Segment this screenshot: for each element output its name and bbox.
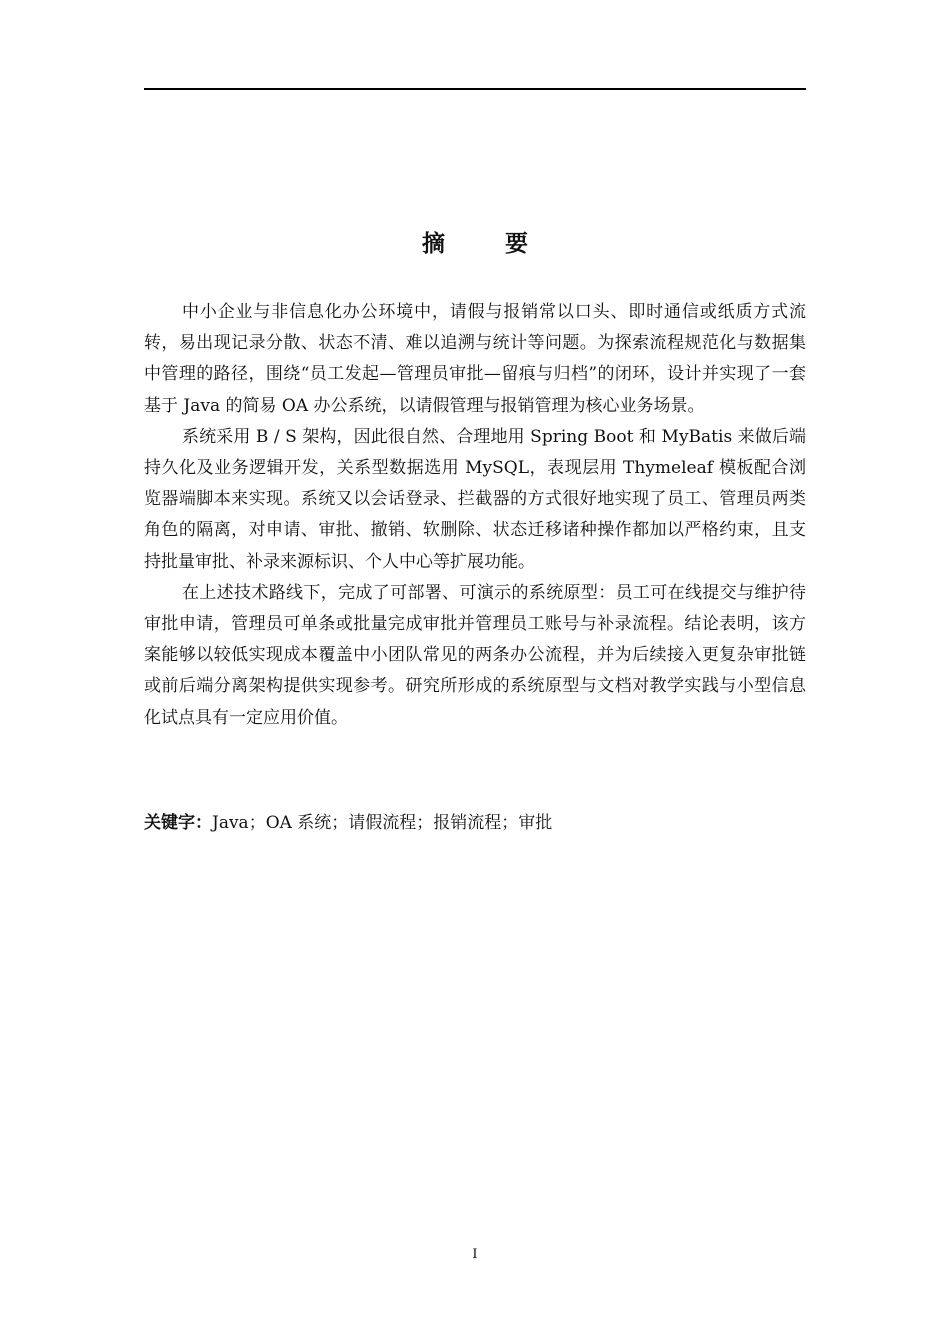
page-number: I xyxy=(472,1247,478,1262)
keywords-line xyxy=(144,808,806,839)
abstract-title: 摘 要 xyxy=(421,231,554,257)
abstract-paragraph-2: 系统采用 B / S 架构，因此很自然、合理地用 Spring Boot 和 MyBatis 来做后端持久化及业务逻辑开发，关系型数据选用 MySQL，表现层用 Thymeleaf 模板配合浏览器端脚本来实现。系统又以会话登录、拦截器的方式很好地实现了员工、管理员两类角色的隔离，对申请、审批、撤销、软删除、状态迁移诸种操作都加以严格约束，且支持批量审批、补录来源标识、个人中心等扩展功能。 xyxy=(144,426,806,572)
abstract-body xyxy=(144,297,806,734)
abstract-paragraph-1: 中小企业与非信息化办公环境中，请假与报销常以口头、即时通信或纸质方式流转，易出现记录分散、状态不清、难以追溯与统计等问题。为探索流程规范化与数据集中管理的路径，围绕“员工发起—管理员审批—留痕与归档”的闭环，设计并实现了一套基于 Java 的简易 OA 办公系统，以请假管理与报销管理为核心业务场景。 xyxy=(144,302,806,416)
header-rule xyxy=(144,88,806,90)
keywords-label: 关键字： xyxy=(144,813,212,833)
abstract-paragraph-3: 在上述技术路线下，完成了可部署、可演示的系统原型：员工可在线提交与维护待审批申请，管理员可单条或批量完成审批并管理员工账号与补录流程。结论表明，该方案能够以较低实现成本覆盖中小团队常见的两条办公流程，并为后续接入更复杂审批链或前后端分离架构提供实现参考。研究所形成的系统原型与文档对教学实践与小型信息化试点具有一定应用价值。 xyxy=(144,582,806,728)
keywords-text: Java；OA 系统；请假流程；报销流程；审批 xyxy=(212,813,553,833)
